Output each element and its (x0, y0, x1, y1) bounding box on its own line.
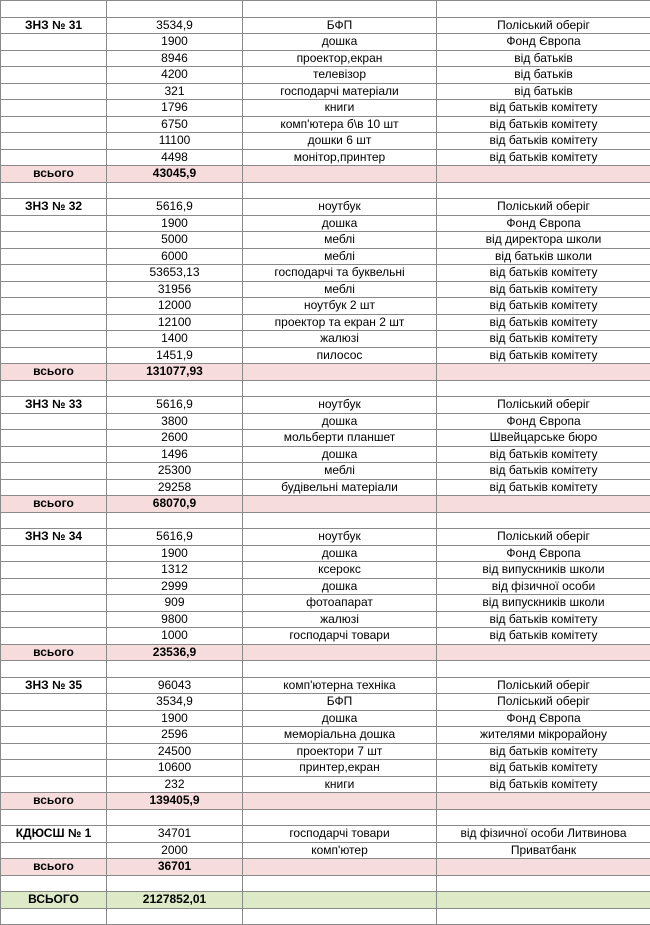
empty-cell (243, 892, 437, 909)
source-cell: від батьків комітету (437, 149, 650, 166)
item-cell: меморіальна дошка (243, 727, 437, 744)
table-row (1, 397, 650, 414)
item-cell: дошка (243, 710, 437, 727)
amount-cell: 232 (107, 776, 243, 793)
empty-cell (437, 182, 650, 199)
subtotal-amount: 68070,9 (107, 496, 243, 513)
source-cell: від батьків комітету (437, 133, 650, 150)
amount-cell: 1900 (107, 545, 243, 562)
school-name-cell (1, 298, 107, 315)
amount-cell: 5616,9 (107, 529, 243, 546)
item-cell: комп'ютера б\в 10 шт (243, 116, 437, 133)
grand-total-amount: 2127852,01 (107, 892, 243, 909)
amount-cell: 9800 (107, 611, 243, 628)
item-cell: проектори 7 шт (243, 743, 437, 760)
school-name-cell (1, 50, 107, 67)
empty-cell (107, 809, 243, 826)
empty-cell (1, 875, 107, 892)
table-row (1, 347, 650, 364)
source-cell: від батьків комітету (437, 776, 650, 793)
subtotal-amount: 139405,9 (107, 793, 243, 810)
item-cell: БФП (243, 694, 437, 711)
table-row (1, 100, 650, 117)
table-row (1, 776, 650, 793)
empty-cell (437, 859, 650, 876)
amount-cell: 31956 (107, 281, 243, 298)
school-name-cell (1, 116, 107, 133)
empty-cell (437, 892, 650, 909)
school-name-cell: ЗНЗ № 32 (1, 199, 107, 216)
school-name-cell (1, 694, 107, 711)
amount-cell: 1312 (107, 562, 243, 579)
school-name-cell (1, 776, 107, 793)
subtotal-amount: 36701 (107, 859, 243, 876)
empty-cell (107, 875, 243, 892)
grand-total-label: ВСЬОГО (1, 892, 107, 909)
amount-cell: 53653,13 (107, 265, 243, 282)
school-name-cell (1, 34, 107, 51)
amount-cell: 1451,9 (107, 347, 243, 364)
amount-cell: 34701 (107, 826, 243, 843)
source-cell: від фізичної особи (437, 578, 650, 595)
source-cell: від батьків комітету (437, 265, 650, 282)
item-cell: комп'ютер (243, 842, 437, 859)
item-cell: жалюзі (243, 611, 437, 628)
item-cell: меблі (243, 281, 437, 298)
source-cell: від батьків комітету (437, 479, 650, 496)
item-cell: фотоапарат (243, 595, 437, 612)
table-row (1, 133, 650, 150)
school-name-cell (1, 232, 107, 249)
source-cell: Фонд Європа (437, 710, 650, 727)
school-name-cell (1, 413, 107, 430)
school-name-cell (1, 248, 107, 265)
source-cell: від фізичної особи Литвинова (437, 826, 650, 843)
subtotal-row (1, 859, 650, 876)
item-cell: книги (243, 100, 437, 117)
table-row (1, 842, 650, 859)
source-cell: жителями мікрорайону (437, 727, 650, 744)
source-cell: від батьків комітету (437, 611, 650, 628)
school-name-cell (1, 628, 107, 645)
table-row (1, 83, 650, 100)
school-name-cell (1, 743, 107, 760)
donations-table-body (1, 1, 650, 925)
source-cell: Поліський оберіг (437, 677, 650, 694)
table-row (1, 694, 650, 711)
subtotal-row (1, 644, 650, 661)
school-name-cell (1, 578, 107, 595)
spacer-row (1, 1, 650, 18)
table-row (1, 413, 650, 430)
item-cell: ноутбук (243, 397, 437, 414)
table-row (1, 248, 650, 265)
source-cell: Фонд Європа (437, 215, 650, 232)
subtotal-label: всього (1, 364, 107, 381)
table-row (1, 67, 650, 84)
empty-cell (243, 380, 437, 397)
amount-cell: 909 (107, 595, 243, 612)
empty-cell (1, 908, 107, 925)
school-name-cell (1, 727, 107, 744)
table-row (1, 265, 650, 282)
school-name-cell (1, 83, 107, 100)
school-name-cell (1, 331, 107, 348)
school-name-cell (1, 842, 107, 859)
amount-cell: 1900 (107, 215, 243, 232)
empty-cell (243, 809, 437, 826)
subtotal-row (1, 793, 650, 810)
empty-cell (243, 182, 437, 199)
school-name-cell (1, 463, 107, 480)
item-cell: пилосос (243, 347, 437, 364)
amount-cell: 25300 (107, 463, 243, 480)
amount-cell: 4498 (107, 149, 243, 166)
table-row (1, 298, 650, 315)
school-name-cell (1, 562, 107, 579)
empty-cell (437, 166, 650, 183)
amount-cell: 10600 (107, 760, 243, 777)
item-cell: ксерокс (243, 562, 437, 579)
item-cell: проектор та екран 2 шт (243, 314, 437, 331)
school-name-cell (1, 347, 107, 364)
table-row (1, 50, 650, 67)
table-row (1, 677, 650, 694)
empty-cell (107, 908, 243, 925)
table-row (1, 760, 650, 777)
item-cell: дошка (243, 215, 437, 232)
school-name-cell (1, 545, 107, 562)
empty-cell (243, 512, 437, 529)
empty-cell (437, 875, 650, 892)
table-row (1, 34, 650, 51)
item-cell: господарчі товари (243, 826, 437, 843)
subtotal-label: всього (1, 859, 107, 876)
item-cell: господарчі товари (243, 628, 437, 645)
empty-cell (243, 908, 437, 925)
school-name-cell (1, 710, 107, 727)
amount-cell: 1496 (107, 446, 243, 463)
spacer-row (1, 661, 650, 678)
item-cell: дошка (243, 545, 437, 562)
source-cell: Поліський оберіг (437, 694, 650, 711)
school-name-cell: ЗНЗ № 34 (1, 529, 107, 546)
item-cell: комп'ютерна техніка (243, 677, 437, 694)
item-cell: дошки 6 шт (243, 133, 437, 150)
school-name-cell: ЗНЗ № 33 (1, 397, 107, 414)
empty-cell (1, 380, 107, 397)
empty-cell (1, 182, 107, 199)
table-row (1, 215, 650, 232)
spacer-row (1, 512, 650, 529)
source-cell: від батьків (437, 67, 650, 84)
item-cell: меблі (243, 248, 437, 265)
empty-cell (243, 661, 437, 678)
table-row (1, 232, 650, 249)
grand-total-row (1, 892, 650, 909)
table-row (1, 479, 650, 496)
table-row (1, 331, 650, 348)
source-cell: Фонд Європа (437, 34, 650, 51)
item-cell: дошка (243, 578, 437, 595)
amount-cell: 1796 (107, 100, 243, 117)
subtotal-row (1, 364, 650, 381)
school-name-cell (1, 67, 107, 84)
school-name-cell (1, 265, 107, 282)
source-cell: від батьків комітету (437, 463, 650, 480)
school-name-cell (1, 215, 107, 232)
school-name-cell (1, 479, 107, 496)
empty-cell (437, 809, 650, 826)
item-cell: телевізор (243, 67, 437, 84)
amount-cell: 2596 (107, 727, 243, 744)
school-name-cell (1, 314, 107, 331)
subtotal-row (1, 166, 650, 183)
source-cell: Фонд Європа (437, 545, 650, 562)
empty-cell (437, 380, 650, 397)
table-row (1, 529, 650, 546)
source-cell: від батьків комітету (437, 628, 650, 645)
amount-cell: 6000 (107, 248, 243, 265)
item-cell: меблі (243, 232, 437, 249)
amount-cell: 96043 (107, 677, 243, 694)
school-name-cell (1, 430, 107, 447)
empty-cell (437, 661, 650, 678)
empty-cell (107, 380, 243, 397)
amount-cell: 6750 (107, 116, 243, 133)
item-cell: принтер,екран (243, 760, 437, 777)
source-cell: від батьків (437, 83, 650, 100)
amount-cell: 3800 (107, 413, 243, 430)
table-row (1, 281, 650, 298)
amount-cell: 24500 (107, 743, 243, 760)
empty-cell (1, 809, 107, 826)
empty-cell (1, 512, 107, 529)
school-name-cell (1, 133, 107, 150)
table-row (1, 446, 650, 463)
source-cell: Поліський оберіг (437, 17, 650, 34)
source-cell: від батьків школи (437, 248, 650, 265)
source-cell: Швейцарське бюро (437, 430, 650, 447)
empty-cell (437, 644, 650, 661)
table-row (1, 545, 650, 562)
school-name-cell (1, 281, 107, 298)
school-name-cell (1, 100, 107, 117)
empty-cell (107, 182, 243, 199)
amount-cell: 2600 (107, 430, 243, 447)
item-cell: меблі (243, 463, 437, 480)
source-cell: від батьків комітету (437, 116, 650, 133)
source-cell: від батьків комітету (437, 760, 650, 777)
school-name-cell (1, 149, 107, 166)
table-row (1, 628, 650, 645)
table-row (1, 562, 650, 579)
school-name-cell (1, 595, 107, 612)
subtotal-amount: 23536,9 (107, 644, 243, 661)
source-cell: від батьків комітету (437, 314, 650, 331)
table-row (1, 710, 650, 727)
source-cell: від випускників школи (437, 562, 650, 579)
source-cell: від батьків комітету (437, 446, 650, 463)
source-cell: від випускників школи (437, 595, 650, 612)
source-cell: від батьків комітету (437, 743, 650, 760)
empty-cell (437, 793, 650, 810)
item-cell: мольберти планшет (243, 430, 437, 447)
empty-cell (243, 166, 437, 183)
source-cell: від батьків комітету (437, 298, 650, 315)
item-cell: ноутбук 2 шт (243, 298, 437, 315)
empty-cell (243, 793, 437, 810)
subtotal-label: всього (1, 793, 107, 810)
source-cell: від батьків комітету (437, 331, 650, 348)
item-cell: жалюзі (243, 331, 437, 348)
table-row (1, 611, 650, 628)
amount-cell: 1900 (107, 710, 243, 727)
school-name-cell: КДЮСШ № 1 (1, 826, 107, 843)
amount-cell: 11100 (107, 133, 243, 150)
table-row (1, 463, 650, 480)
item-cell: монітор,принтер (243, 149, 437, 166)
source-cell: від директора школи (437, 232, 650, 249)
table-row (1, 826, 650, 843)
empty-cell (243, 859, 437, 876)
table-row (1, 595, 650, 612)
source-cell: Поліський оберіг (437, 199, 650, 216)
empty-cell (437, 496, 650, 513)
item-cell: проектор,екран (243, 50, 437, 67)
empty-cell (243, 875, 437, 892)
source-cell: від батьків (437, 50, 650, 67)
amount-cell: 2000 (107, 842, 243, 859)
empty-cell (107, 512, 243, 529)
item-cell: дошка (243, 34, 437, 51)
amount-cell: 5000 (107, 232, 243, 249)
source-cell: Фонд Європа (437, 413, 650, 430)
empty-cell (107, 661, 243, 678)
empty-cell (243, 496, 437, 513)
table-row (1, 727, 650, 744)
item-cell: ноутбук (243, 529, 437, 546)
amount-cell: 1000 (107, 628, 243, 645)
subtotal-label: всього (1, 644, 107, 661)
empty-cell (437, 908, 650, 925)
amount-cell: 12100 (107, 314, 243, 331)
subtotal-label: всього (1, 496, 107, 513)
amount-cell: 4200 (107, 67, 243, 84)
item-cell: дошка (243, 413, 437, 430)
source-cell: від батьків комітету (437, 347, 650, 364)
school-name-cell (1, 611, 107, 628)
empty-cell (243, 364, 437, 381)
empty-cell (1, 661, 107, 678)
amount-cell: 1900 (107, 34, 243, 51)
school-name-cell: ЗНЗ № 31 (1, 17, 107, 34)
school-name-cell: ЗНЗ № 35 (1, 677, 107, 694)
table-row (1, 578, 650, 595)
table-row (1, 314, 650, 331)
amount-cell: 3534,9 (107, 17, 243, 34)
amount-cell: 2999 (107, 578, 243, 595)
item-cell: дошка (243, 446, 437, 463)
subtotal-amount: 43045,9 (107, 166, 243, 183)
source-cell: Поліський оберіг (437, 529, 650, 546)
amount-cell: 5616,9 (107, 397, 243, 414)
table-row (1, 199, 650, 216)
spacer-row (1, 809, 650, 826)
source-cell: Приватбанк (437, 842, 650, 859)
amount-cell: 3534,9 (107, 694, 243, 711)
subtotal-amount: 131077,93 (107, 364, 243, 381)
table-row (1, 430, 650, 447)
source-cell: від батьків комітету (437, 281, 650, 298)
empty-cell (243, 644, 437, 661)
table-row (1, 116, 650, 133)
empty-cell (437, 364, 650, 381)
amount-cell: 12000 (107, 298, 243, 315)
spacer-row (1, 875, 650, 892)
school-name-cell (1, 446, 107, 463)
amount-cell: 321 (107, 83, 243, 100)
item-cell: будівельні матеріали (243, 479, 437, 496)
school-name-cell (1, 760, 107, 777)
item-cell: ноутбук (243, 199, 437, 216)
item-cell: господарчі та буквельні (243, 265, 437, 282)
item-cell: БФП (243, 17, 437, 34)
item-cell: господарчі матеріали (243, 83, 437, 100)
item-cell: книги (243, 776, 437, 793)
amount-cell: 29258 (107, 479, 243, 496)
subtotal-label: всього (1, 166, 107, 183)
amount-cell: 8946 (107, 50, 243, 67)
table-row (1, 149, 650, 166)
table-row (1, 17, 650, 34)
subtotal-row (1, 496, 650, 513)
spacer-row (1, 908, 650, 925)
source-cell: від батьків комітету (437, 100, 650, 117)
empty-cell (437, 512, 650, 529)
table-row (1, 743, 650, 760)
spacer-row (1, 182, 650, 199)
amount-cell: 5616,9 (107, 199, 243, 216)
source-cell: Поліський оберіг (437, 397, 650, 414)
amount-cell: 1400 (107, 331, 243, 348)
spacer-row (1, 380, 650, 397)
